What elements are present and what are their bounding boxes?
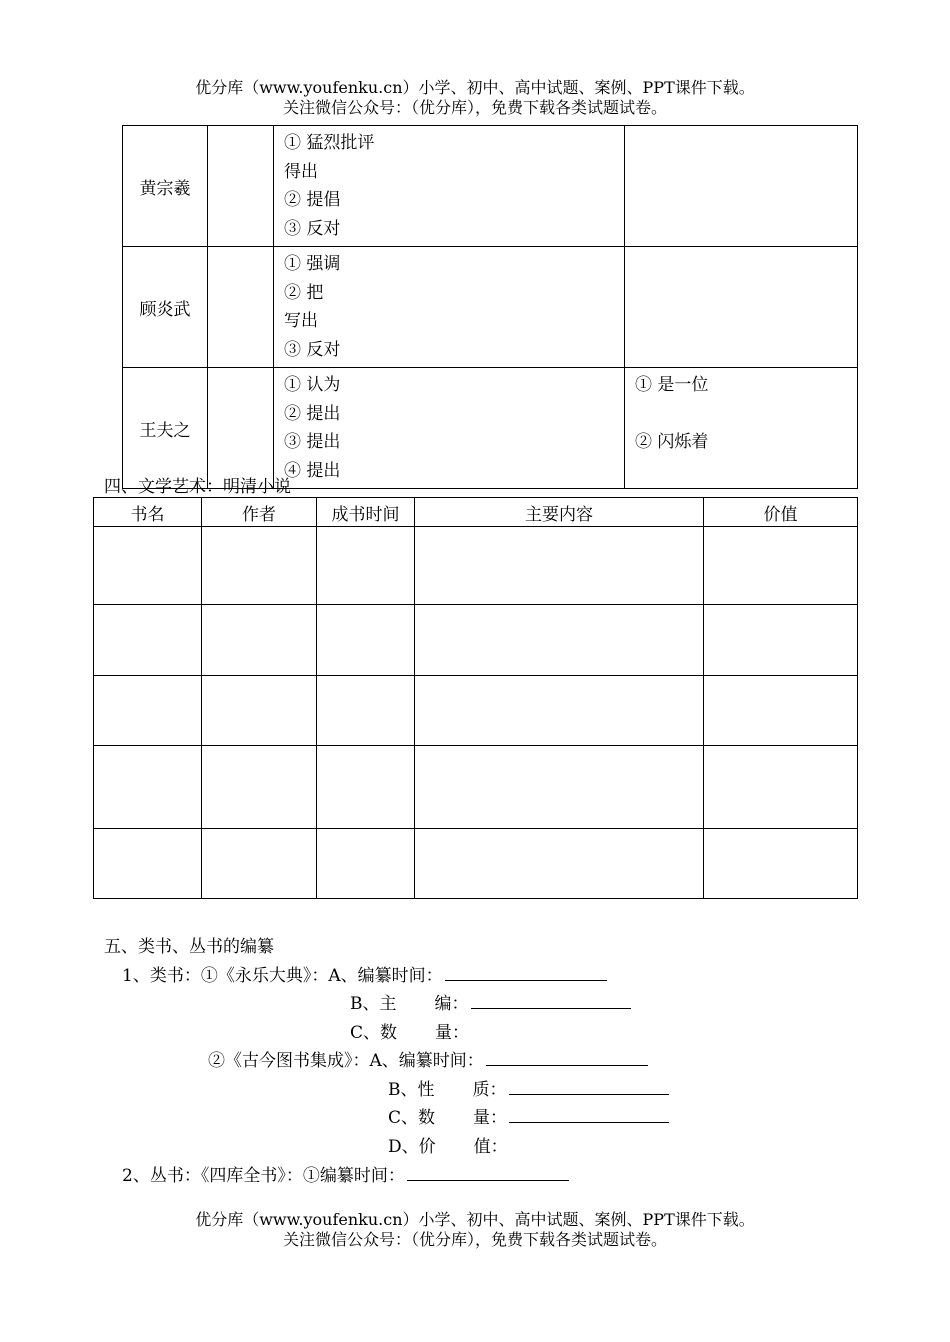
list-item: ③ 提出 [284,432,341,452]
page-footer [0,1210,950,1250]
thinker-name: 顾炎武 [123,247,208,368]
fill-line [350,1018,469,1043]
blank-cell [415,829,704,899]
answer-blank[interactable] [407,1162,569,1181]
table-row [123,368,858,489]
table-row [94,605,858,676]
thinker-items [274,126,625,247]
fill-label: 量： [435,1023,470,1043]
footer-line-1: 优分库（www.youfenku.cn）小学、初中、高中试题、案例、PPT课件下载。 [195,1210,755,1229]
blank-cell [415,527,704,605]
fill-label: 编： [434,994,469,1014]
thinkers-table [122,125,858,489]
list-item: ② 闪烁着 [635,432,709,452]
table-row [94,746,858,829]
list-item: ① 是一位 [635,375,709,395]
column-header: 主要内容 [415,498,704,527]
fill-label: D、价 [388,1137,436,1157]
fill-label: C、数 [350,1023,398,1043]
blank-cell [317,527,415,605]
thinker-items [274,368,625,489]
blank-cell [94,829,202,899]
column-header: 成书时间 [317,498,415,527]
blank-cell [317,605,415,676]
blank-cell [415,676,704,746]
blank-cell [202,676,317,746]
list-item: ③ 反对 [284,339,341,360]
thinker-items [274,247,625,368]
blank-cell [202,605,317,676]
answer-blank[interactable] [509,1076,669,1095]
table-row [94,829,858,899]
fill-label: 质： [472,1080,507,1100]
page-header [0,78,950,118]
fill-line [388,1075,669,1100]
fill-line [388,1132,508,1157]
fill-line [208,1046,648,1071]
list-item: ① 强调 [284,254,341,274]
blank-cell [317,746,415,829]
fill-line [122,1161,569,1186]
blank-cell [202,746,317,829]
blank-cell [208,126,274,247]
fill-label: C、数 [388,1108,436,1128]
fill-label: 2、丛书：《四库全书》：①编纂时间： [122,1166,405,1186]
blank-cell [415,605,704,676]
section-5-title: 五、类书、丛书的编纂 [104,937,274,957]
list-item: ③ 反对 [284,218,341,239]
blank-cell [415,746,704,829]
blank-cell [317,676,415,746]
blank-cell [202,829,317,899]
blank-cell [202,527,317,605]
fill-label: ②《古今图书集成》：A、编纂时间： [208,1051,484,1071]
blank-cell [625,126,858,247]
list-item: ① 认为 [284,375,341,395]
table-row [123,247,858,368]
blank-cell [704,829,858,899]
header-line-1: 优分库（www.youfenku.cn）小学、初中、高中试题、案例、PPT课件下载。 [195,78,755,97]
answer-blank[interactable] [471,990,631,1009]
blank-cell [704,746,858,829]
answer-blank[interactable] [509,1104,669,1123]
column-header: 价值 [704,498,858,527]
thinker-name: 王夫之 [123,368,208,489]
answer-blank[interactable] [486,1047,648,1066]
list-item: ② 把 [284,282,324,303]
list-item: ① 猛烈批评 [284,133,375,153]
blank-cell [317,829,415,899]
table-header-row [94,498,858,527]
blank-cell [704,605,858,676]
list-item: ④ 提出 [284,460,341,481]
blank-cell [94,746,202,829]
list-item: 写出 [284,311,318,331]
blank-cell [208,368,274,489]
thinker-name: 黄宗羲 [123,126,208,247]
blank-cell [94,605,202,676]
blank-cell [704,527,858,605]
list-item: 得出 [284,161,318,182]
fill-line [388,1103,669,1128]
fill-label: B、主 [350,994,397,1014]
table-row [94,676,858,746]
novels-table [93,497,858,899]
thinker-notes [625,368,858,489]
table-row [123,126,858,247]
column-header: 书名 [94,498,202,527]
fill-label: 1、类书：①《永乐大典》：A、编纂时间： [122,966,443,986]
column-header: 作者 [202,498,317,527]
answer-blank[interactable] [445,962,607,981]
footer-line-2: 关注微信公众号：（优分库），免费下载各类试题试卷。 [282,1230,667,1249]
list-item: ② 提出 [284,403,341,424]
blank-cell [625,247,858,368]
blank-cell [94,527,202,605]
blank-cell [94,676,202,746]
fill-line [350,989,631,1014]
blank-cell [208,247,274,368]
fill-label: 量： [473,1108,508,1128]
fill-line [122,961,607,986]
header-line-2: 关注微信公众号：（优分库），免费下载各类试题试卷。 [282,98,667,117]
table-row [94,527,858,605]
list-item: ② 提倡 [284,190,341,210]
section-4-title: 四、文学艺术：明清小说 [104,477,291,497]
blank-cell [704,676,858,746]
list-item [635,400,847,429]
fill-label: B、性 [388,1080,435,1100]
fill-label: 值： [473,1137,508,1157]
